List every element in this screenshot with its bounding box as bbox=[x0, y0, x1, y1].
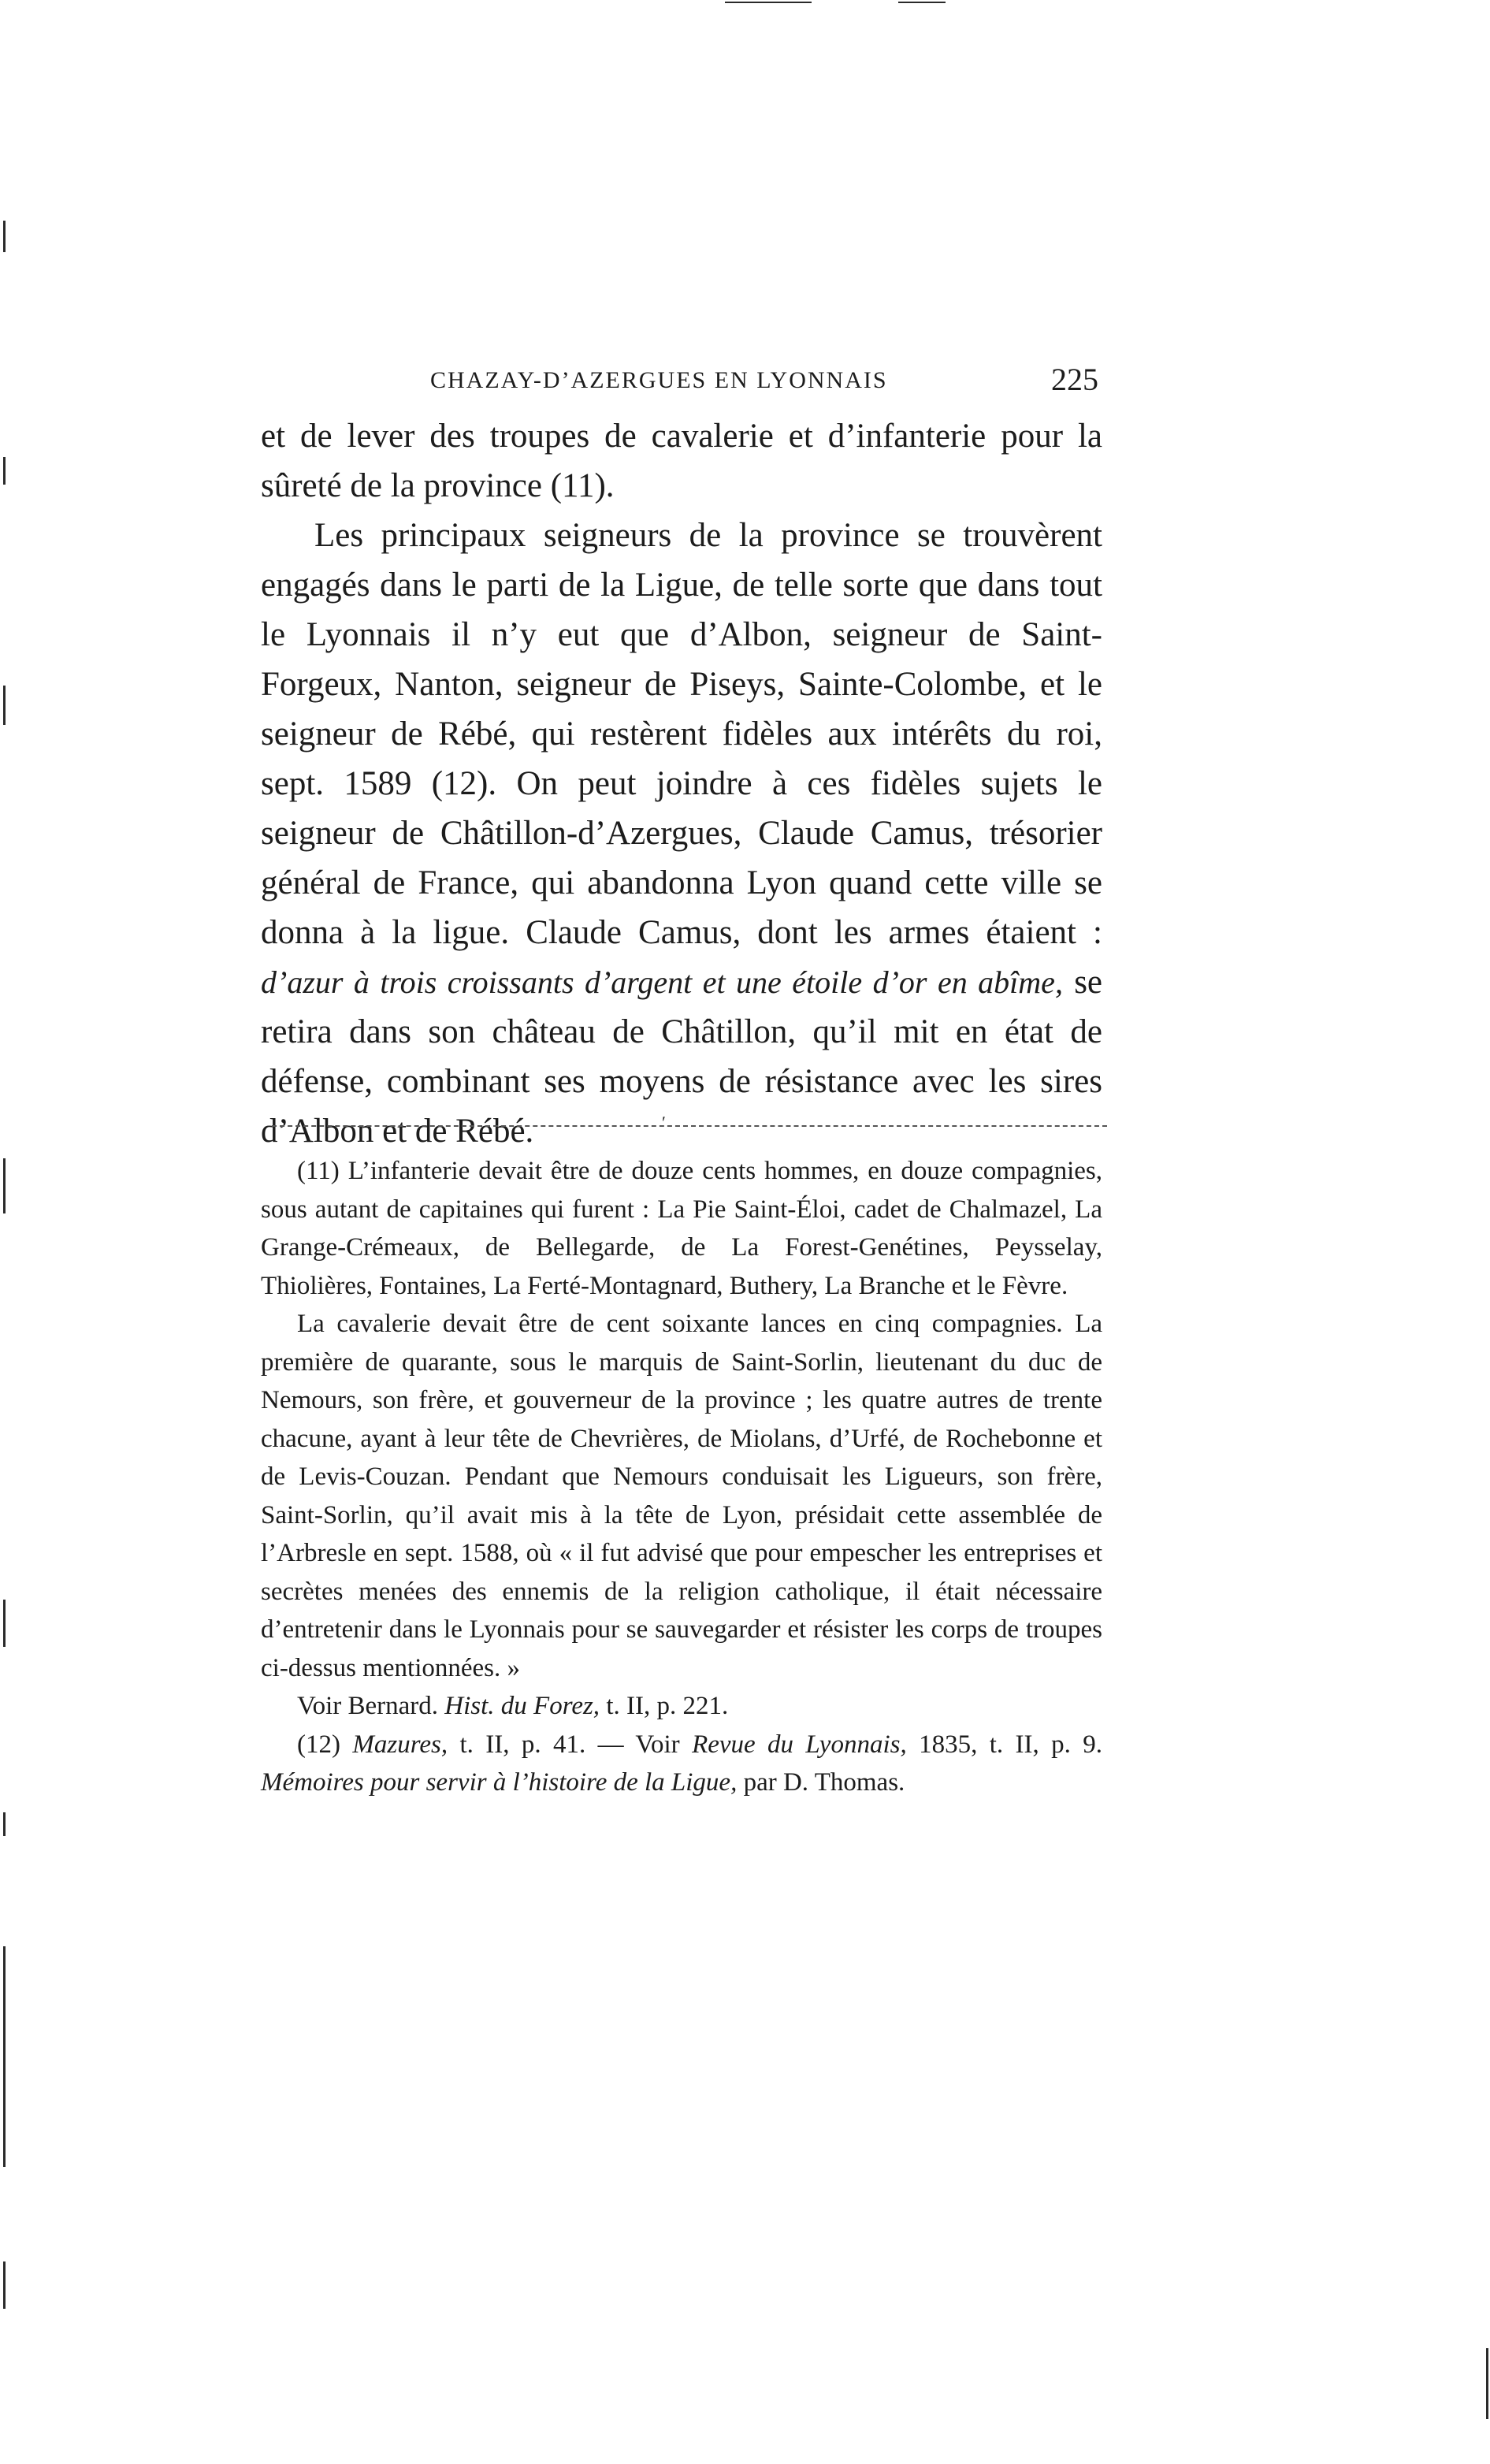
scan-top-mark bbox=[725, 2, 812, 3]
footnote-12 bbox=[261, 1726, 1102, 1802]
running-title: CHAZAY-D’AZERGUES EN LYONNAIS bbox=[430, 367, 888, 393]
scan-top-mark bbox=[898, 2, 946, 3]
reference-title: Hist. du Forez, bbox=[444, 1692, 600, 1720]
running-head bbox=[430, 361, 1098, 408]
scan-edge-mark bbox=[3, 2261, 6, 2309]
footnote-11: (11) L’infanterie devait être de douze cents hommes, en douze compagnies, sous autant de capitaines qui furent : La Pie Saint-Éloi, cadet de Chalmazel, La Grange-Crémeaux, de Bellegarde, de La Forest-Genétines, Peysselay, Thiolières, Fontaines, La Ferté-Montagnard, Buthery, La Branche et le Fèvre. bbox=[261, 1157, 1102, 1300]
footnote-number: (12) bbox=[297, 1730, 340, 1759]
scan-edge-mark bbox=[3, 1600, 6, 1647]
scan-edge-mark bbox=[1486, 2348, 1488, 2419]
reference-text: t. II, p. 41. — Voir bbox=[459, 1730, 680, 1759]
reference-text: par D. Thomas. bbox=[743, 1768, 905, 1797]
paragraph-text: Les principaux seigneurs de la province se trouvèrent engagés dans le parti de la Ligue, de telle sorte que dans tout le Lyonnais il n’y eut que d’Albon, seigneur de Saint-Forgeux, Nanton, seigneur de Piseys, Sainte-Colombe, et le seigneur de Rébé, qui restèrent fidèles aux intérêts du roi, sept. 1589 (12). On peut joindre à ces fidèles sujets le seigneur de Châtillon-d’Azergues, Claude Camus, trésorier général de France, qui abandonna Lyon quand cette ville se donna à la ligue. Claude Camus, dont les armes étaient : bbox=[261, 517, 1102, 951]
paragraph: et de lever des troupes de cavalerie et d’infanterie pour la sûreté de la province (11). bbox=[261, 418, 1102, 504]
scan-edge-mark bbox=[3, 1812, 6, 1836]
paragraph bbox=[261, 511, 1102, 1156]
reference-title: Mémoires pour servir à l’histoire de la Ligue, bbox=[261, 1768, 738, 1797]
scan-edge-mark bbox=[3, 221, 6, 252]
footnote-11-continued: La cavalerie devait être de cent soixante lances en cinq compagnies. La première de quarante, sous le marquis de Saint-Sorlin, lieutenant du duc de Nemours, son frère, et gouverneur de la province ; les quatre autres de trente chacune, ayant à leur tête de Chevrières, de Miolans, d’Urfé, de Rochebonne et de Levis-Couzan. Pendant que Nemours conduisait les Ligueurs, son frère, Saint-Sorlin, qu’il avait mis à la tête de Lyon, présidait cette assemblée de l’Arbresle en sept. 1588, où « il fut advisé que pour empescher les entreprises et secrètes menées des ennemis de la religion catholique, il était nécessaire d’entretenir dans le Lyonnais pour se sauvegarder et résister les corps de troupes ci-dessus mentionnées. » bbox=[261, 1310, 1102, 1682]
footnote-separator bbox=[272, 1113, 1107, 1132]
scan-edge-mark bbox=[3, 457, 6, 485]
coat-of-arms-text: d’azur à trois croissants d’argent et une étoile d’or en abîme, bbox=[261, 964, 1063, 1000]
separator-mark: ʹ bbox=[662, 1113, 666, 1132]
reference-title: Revue du Lyonnais, bbox=[692, 1730, 907, 1759]
reference-text: t. II, p. 221. bbox=[606, 1692, 729, 1720]
reference-text: 1835, t. II, p. 9. bbox=[919, 1730, 1103, 1759]
body-text bbox=[261, 411, 1102, 1156]
footnote-11-reference bbox=[261, 1687, 1102, 1726]
reference-text: Voir Bernard. bbox=[297, 1692, 439, 1720]
scan-edge-mark bbox=[3, 686, 6, 725]
scan-edge-mark bbox=[3, 1158, 6, 1213]
page-number: 225 bbox=[1051, 362, 1098, 397]
scan-edge-mark bbox=[3, 1946, 6, 2167]
paragraph-text: se retira dans son château de Châtillon, qu’il mit en état de défense, combinant ses moyens de résistance avec les sires d’Albon et de Rébé. bbox=[261, 964, 1103, 1150]
reference-title: Mazures, bbox=[352, 1730, 448, 1759]
footnotes bbox=[261, 1152, 1102, 1802]
